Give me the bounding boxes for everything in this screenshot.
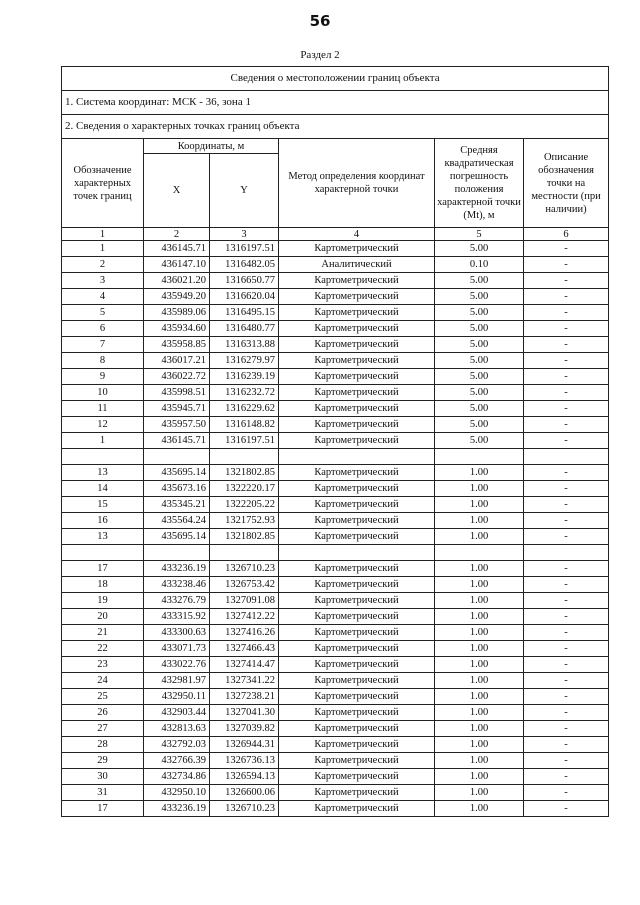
point-id-cell: 18 [62, 577, 144, 593]
point-id-cell: 11 [62, 401, 144, 417]
empty-cell [210, 545, 279, 561]
method-cell: Картометрический [279, 657, 435, 673]
description-cell: - [524, 609, 609, 625]
point-id-cell: 14 [62, 481, 144, 497]
method-cell: Картометрический [279, 529, 435, 545]
coordinate-system-row: 1. Система координат: МСК - 36, зона 1 [62, 91, 609, 115]
y-cell: 1316232.72 [210, 385, 279, 401]
description-cell: - [524, 257, 609, 273]
table-row [62, 689, 609, 705]
method-cell: Картометрический [279, 705, 435, 721]
empty-cell [62, 449, 144, 465]
error-cell: 1.00 [435, 497, 524, 513]
x-cell: 433276.79 [144, 593, 210, 609]
point-id-cell: 22 [62, 641, 144, 657]
method-cell: Картометрический [279, 321, 435, 337]
method-cell: Картометрический [279, 561, 435, 577]
empty-cell [144, 449, 210, 465]
point-id-cell: 4 [62, 289, 144, 305]
method-cell: Картометрический [279, 337, 435, 353]
y-cell: 1316313.88 [210, 337, 279, 353]
table-row [62, 289, 609, 305]
error-cell: 5.00 [435, 433, 524, 449]
point-id-cell: 31 [62, 785, 144, 801]
description-cell: - [524, 513, 609, 529]
description-cell: - [524, 673, 609, 689]
table-row [62, 321, 609, 337]
table-row [62, 801, 609, 817]
table-row [62, 529, 609, 545]
description-cell: - [524, 481, 609, 497]
y-cell: 1327414.47 [210, 657, 279, 673]
section-label: Раздел 2 [300, 49, 340, 61]
description-cell: - [524, 369, 609, 385]
y-cell: 1327341.22 [210, 673, 279, 689]
table-row [62, 641, 609, 657]
method-cell: Картометрический [279, 801, 435, 817]
y-cell: 1322205.22 [210, 497, 279, 513]
y-cell: 1316197.51 [210, 433, 279, 449]
error-cell: 1.00 [435, 481, 524, 497]
description-cell: - [524, 721, 609, 737]
group-separator-row [62, 545, 609, 561]
error-cell: 1.00 [435, 705, 524, 721]
point-id-cell: 26 [62, 705, 144, 721]
x-cell: 432792.03 [144, 737, 210, 753]
point-id-cell: 25 [62, 689, 144, 705]
table-row [62, 369, 609, 385]
error-cell: 1.00 [435, 529, 524, 545]
error-cell: 5.00 [435, 353, 524, 369]
header-method: Метод определения координат характерной точки [279, 139, 435, 228]
description-cell: - [524, 705, 609, 721]
column-number: 5 [435, 228, 524, 241]
error-cell: 1.00 [435, 577, 524, 593]
error-cell: 5.00 [435, 337, 524, 353]
description-cell: - [524, 641, 609, 657]
x-cell: 432734.86 [144, 769, 210, 785]
error-cell: 1.00 [435, 593, 524, 609]
column-number: 6 [524, 228, 609, 241]
empty-cell [210, 449, 279, 465]
column-number-row [62, 228, 609, 241]
point-id-cell: 19 [62, 593, 144, 609]
x-cell: 433315.92 [144, 609, 210, 625]
description-cell: - [524, 625, 609, 641]
x-cell: 435949.20 [144, 289, 210, 305]
error-cell: 5.00 [435, 321, 524, 337]
y-cell: 1321802.85 [210, 465, 279, 481]
method-cell: Картометрический [279, 737, 435, 753]
header-description: Описание обозначения точки на местности (при наличии) [524, 139, 609, 228]
table-row [62, 577, 609, 593]
table-row [62, 561, 609, 577]
table-row [62, 353, 609, 369]
point-id-cell: 13 [62, 465, 144, 481]
table-row [62, 769, 609, 785]
x-cell: 433236.19 [144, 561, 210, 577]
method-cell: Картометрический [279, 593, 435, 609]
y-cell: 1327416.26 [210, 625, 279, 641]
header-y: Y [210, 154, 279, 228]
empty-cell [62, 545, 144, 561]
x-cell: 433071.73 [144, 641, 210, 657]
point-id-cell: 17 [62, 561, 144, 577]
point-id-cell: 2 [62, 257, 144, 273]
description-cell: - [524, 737, 609, 753]
column-number: 4 [279, 228, 435, 241]
table-row [62, 609, 609, 625]
table-row [62, 497, 609, 513]
description-cell: - [524, 785, 609, 801]
empty-cell [435, 449, 524, 465]
description-cell: - [524, 561, 609, 577]
method-cell: Картометрический [279, 417, 435, 433]
method-cell: Картометрический [279, 465, 435, 481]
error-cell: 1.00 [435, 513, 524, 529]
error-cell: 1.00 [435, 625, 524, 641]
y-cell: 1322220.17 [210, 481, 279, 497]
table-row [62, 385, 609, 401]
table-row [62, 417, 609, 433]
column-number: 2 [144, 228, 210, 241]
point-id-cell: 17 [62, 801, 144, 817]
point-id-cell: 20 [62, 609, 144, 625]
y-cell: 1327091.08 [210, 593, 279, 609]
x-cell: 435673.16 [144, 481, 210, 497]
description-cell: - [524, 529, 609, 545]
method-cell: Картометрический [279, 497, 435, 513]
description-cell: - [524, 321, 609, 337]
y-cell: 1321752.93 [210, 513, 279, 529]
error-cell: 5.00 [435, 369, 524, 385]
method-cell: Картометрический [279, 673, 435, 689]
x-cell: 433022.76 [144, 657, 210, 673]
y-cell: 1316148.82 [210, 417, 279, 433]
table-row [62, 673, 609, 689]
method-cell: Картометрический [279, 273, 435, 289]
description-cell: - [524, 577, 609, 593]
x-cell: 432813.63 [144, 721, 210, 737]
method-cell: Картометрический [279, 481, 435, 497]
header-coordinates: Координаты, м [144, 139, 279, 154]
method-cell: Картометрический [279, 753, 435, 769]
x-cell: 436145.71 [144, 241, 210, 257]
description-cell: - [524, 385, 609, 401]
description-cell: - [524, 753, 609, 769]
point-id-cell: 28 [62, 737, 144, 753]
error-cell: 1.00 [435, 673, 524, 689]
header-designation: Обозначение характерных точек границ [62, 139, 144, 228]
method-cell: Картометрический [279, 305, 435, 321]
point-id-cell: 6 [62, 321, 144, 337]
x-cell: 433300.63 [144, 625, 210, 641]
description-cell: - [524, 337, 609, 353]
description-cell: - [524, 417, 609, 433]
point-id-cell: 30 [62, 769, 144, 785]
error-cell: 1.00 [435, 657, 524, 673]
y-cell: 1327412.22 [210, 609, 279, 625]
point-id-cell: 5 [62, 305, 144, 321]
description-cell: - [524, 801, 609, 817]
description-cell: - [524, 273, 609, 289]
group-separator-row [62, 449, 609, 465]
description-cell: - [524, 497, 609, 513]
method-cell: Картометрический [279, 641, 435, 657]
x-cell: 432950.11 [144, 689, 210, 705]
method-cell: Картометрический [279, 689, 435, 705]
table-row [62, 513, 609, 529]
y-cell: 1326944.31 [210, 737, 279, 753]
description-cell: - [524, 657, 609, 673]
point-id-cell: 21 [62, 625, 144, 641]
error-cell: 0.10 [435, 257, 524, 273]
header-x: X [144, 154, 210, 228]
x-cell: 435695.14 [144, 529, 210, 545]
method-cell: Картометрический [279, 721, 435, 737]
error-cell: 1.00 [435, 737, 524, 753]
x-cell: 435345.21 [144, 497, 210, 513]
error-cell: 5.00 [435, 305, 524, 321]
empty-cell [524, 449, 609, 465]
x-cell: 432903.44 [144, 705, 210, 721]
points-section-row: 2. Сведения о характерных точках границ объекта [62, 115, 609, 139]
error-cell: 1.00 [435, 753, 524, 769]
empty-cell [524, 545, 609, 561]
empty-cell [279, 545, 435, 561]
point-id-cell: 27 [62, 721, 144, 737]
point-id-cell: 9 [62, 369, 144, 385]
boundary-points-table [61, 66, 609, 817]
error-cell: 5.00 [435, 273, 524, 289]
description-cell: - [524, 689, 609, 705]
table-row [62, 433, 609, 449]
error-cell: 1.00 [435, 721, 524, 737]
y-cell: 1326710.23 [210, 801, 279, 817]
method-cell: Картометрический [279, 785, 435, 801]
error-cell: 1.00 [435, 465, 524, 481]
table-row [62, 337, 609, 353]
y-cell: 1327238.21 [210, 689, 279, 705]
error-cell: 1.00 [435, 785, 524, 801]
x-cell: 436017.21 [144, 353, 210, 369]
y-cell: 1321802.85 [210, 529, 279, 545]
x-cell: 433238.46 [144, 577, 210, 593]
y-cell: 1327039.82 [210, 721, 279, 737]
x-cell: 435958.85 [144, 337, 210, 353]
y-cell: 1316239.19 [210, 369, 279, 385]
y-cell: 1326594.13 [210, 769, 279, 785]
method-cell: Аналитический [279, 257, 435, 273]
x-cell: 435934.60 [144, 321, 210, 337]
table-row [62, 305, 609, 321]
table-row [62, 753, 609, 769]
y-cell: 1326600.06 [210, 785, 279, 801]
table-title: Сведения о местоположении границ объекта [62, 67, 609, 91]
point-id-cell: 1 [62, 433, 144, 449]
point-id-cell: 16 [62, 513, 144, 529]
error-cell: 1.00 [435, 689, 524, 705]
point-id-cell: 1 [62, 241, 144, 257]
table-row [62, 273, 609, 289]
table-row [62, 737, 609, 753]
empty-cell [279, 449, 435, 465]
y-cell: 1326710.23 [210, 561, 279, 577]
y-cell: 1327466.43 [210, 641, 279, 657]
point-id-cell: 7 [62, 337, 144, 353]
y-cell: 1326736.13 [210, 753, 279, 769]
empty-cell [435, 545, 524, 561]
point-id-cell: 15 [62, 497, 144, 513]
table-row [62, 481, 609, 497]
description-cell: - [524, 401, 609, 417]
column-number: 1 [62, 228, 144, 241]
x-cell: 436022.72 [144, 369, 210, 385]
x-cell: 433236.19 [144, 801, 210, 817]
table-row [62, 721, 609, 737]
method-cell: Картометрический [279, 625, 435, 641]
y-cell: 1316480.77 [210, 321, 279, 337]
point-id-cell: 29 [62, 753, 144, 769]
empty-cell [144, 545, 210, 561]
y-cell: 1316650.77 [210, 273, 279, 289]
table-row [62, 241, 609, 257]
method-cell: Картометрический [279, 577, 435, 593]
error-cell: 1.00 [435, 641, 524, 657]
point-id-cell: 8 [62, 353, 144, 369]
table-row [62, 785, 609, 801]
method-cell: Картометрический [279, 433, 435, 449]
point-id-cell: 24 [62, 673, 144, 689]
description-cell: - [524, 353, 609, 369]
x-cell: 432981.97 [144, 673, 210, 689]
x-cell: 432766.39 [144, 753, 210, 769]
error-cell: 5.00 [435, 401, 524, 417]
table-row [62, 593, 609, 609]
description-cell: - [524, 241, 609, 257]
method-cell: Картометрический [279, 401, 435, 417]
x-cell: 436147.10 [144, 257, 210, 273]
method-cell: Картометрический [279, 289, 435, 305]
error-cell: 1.00 [435, 609, 524, 625]
point-id-cell: 13 [62, 529, 144, 545]
header-error: Средняя квадратическая погрешность положения характерной точки (Mt), м [435, 139, 524, 228]
description-cell: - [524, 305, 609, 321]
error-cell: 1.00 [435, 801, 524, 817]
y-cell: 1316229.62 [210, 401, 279, 417]
description-cell: - [524, 769, 609, 785]
x-cell: 436145.71 [144, 433, 210, 449]
y-cell: 1316482.05 [210, 257, 279, 273]
x-cell: 435957.50 [144, 417, 210, 433]
description-cell: - [524, 289, 609, 305]
column-number: 3 [210, 228, 279, 241]
point-id-cell: 3 [62, 273, 144, 289]
y-cell: 1316279.97 [210, 353, 279, 369]
method-cell: Картометрический [279, 353, 435, 369]
y-cell: 1316197.51 [210, 241, 279, 257]
method-cell: Картометрический [279, 385, 435, 401]
description-cell: - [524, 433, 609, 449]
error-cell: 5.00 [435, 417, 524, 433]
error-cell: 5.00 [435, 241, 524, 257]
y-cell: 1316620.04 [210, 289, 279, 305]
y-cell: 1327041.30 [210, 705, 279, 721]
y-cell: 1316495.15 [210, 305, 279, 321]
table-row [62, 465, 609, 481]
x-cell: 435998.51 [144, 385, 210, 401]
table-row [62, 705, 609, 721]
method-cell: Картометрический [279, 769, 435, 785]
method-cell: Картометрический [279, 609, 435, 625]
method-cell: Картометрический [279, 369, 435, 385]
table-row [62, 657, 609, 673]
point-id-cell: 12 [62, 417, 144, 433]
description-cell: - [524, 593, 609, 609]
x-cell: 435564.24 [144, 513, 210, 529]
x-cell: 435989.06 [144, 305, 210, 321]
x-cell: 432950.10 [144, 785, 210, 801]
description-cell: - [524, 465, 609, 481]
error-cell: 5.00 [435, 289, 524, 305]
error-cell: 5.00 [435, 385, 524, 401]
error-cell: 1.00 [435, 561, 524, 577]
x-cell: 436021.20 [144, 273, 210, 289]
table-row [62, 257, 609, 273]
table-row [62, 401, 609, 417]
method-cell: Картометрический [279, 241, 435, 257]
error-cell: 1.00 [435, 769, 524, 785]
point-id-cell: 10 [62, 385, 144, 401]
point-id-cell: 23 [62, 657, 144, 673]
method-cell: Картометрический [279, 513, 435, 529]
page-number: 56 [309, 12, 331, 30]
y-cell: 1326753.42 [210, 577, 279, 593]
x-cell: 435945.71 [144, 401, 210, 417]
x-cell: 435695.14 [144, 465, 210, 481]
table-row [62, 625, 609, 641]
